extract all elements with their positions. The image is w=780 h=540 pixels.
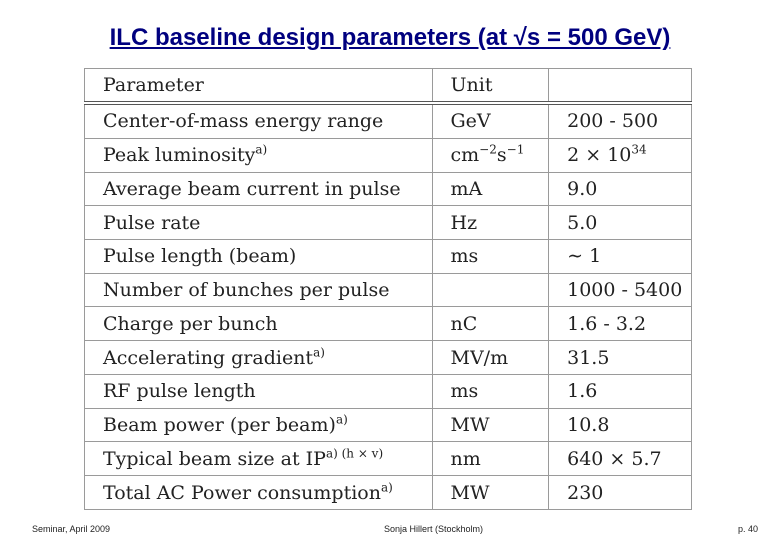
parameter-cell (85, 273, 433, 307)
parameter-name: Peak luminosity (103, 144, 256, 167)
table-row (85, 138, 692, 172)
table-row (85, 103, 692, 138)
parameter-cell (85, 240, 433, 274)
parameter-name: RF pulse length (103, 380, 256, 403)
parameter-cell (85, 172, 433, 206)
unit-exponent: −2 (479, 142, 497, 157)
value-cell (549, 408, 692, 442)
value-cell (549, 206, 692, 240)
parameter-name: Accelerating gradient (103, 346, 314, 369)
header-parameter: Parameter (85, 69, 433, 104)
value-text: 1.6 - 3.2 (567, 312, 647, 335)
value-cell (549, 103, 692, 138)
table-body (85, 103, 692, 510)
value-text: 31.5 (567, 346, 610, 369)
unit-cell (432, 240, 549, 274)
value-text: ∼ 1 (567, 245, 602, 268)
value-text: 9.0 (567, 177, 598, 200)
value-cell (549, 341, 692, 375)
parameters-table-container (84, 68, 692, 510)
parameter-name: Typical beam size at IP (103, 447, 326, 470)
unit-text: ms (450, 380, 479, 403)
table-row (85, 307, 692, 341)
unit-cell (432, 374, 549, 408)
unit-text: MV/m (450, 346, 509, 369)
value-cell (549, 240, 692, 274)
value-text: 230 (567, 481, 604, 504)
parameter-cell (85, 374, 433, 408)
unit-text: Hz (450, 211, 478, 234)
parameter-footnote: a) (335, 412, 348, 427)
value-cell (549, 172, 692, 206)
table-row (85, 341, 692, 375)
parameter-name: Charge per bunch (103, 312, 278, 335)
parameter-cell (85, 206, 433, 240)
parameter-cell (85, 408, 433, 442)
parameter-footnote: a) (h × v) (325, 446, 384, 461)
footer-author: Sonja Hillert (Stockholm) (384, 524, 484, 534)
parameter-name: Beam power (per beam) (103, 414, 336, 437)
value-text: 640 × 5.7 (567, 447, 662, 470)
table-row (85, 240, 692, 274)
unit-cell (432, 476, 549, 510)
table-row (85, 442, 692, 476)
value-cell (549, 273, 692, 307)
parameter-name: Number of bunches per pulse (103, 279, 390, 302)
unit-cell (432, 273, 549, 307)
unit-text: ms (450, 245, 479, 268)
table-row (85, 273, 692, 307)
table-row (85, 172, 692, 206)
unit-text: mA (450, 177, 483, 200)
parameter-name: Center-of-mass energy range (103, 110, 384, 133)
parameter-cell (85, 341, 433, 375)
parameter-name: Average beam current in pulse (103, 177, 401, 200)
unit-cell (432, 172, 549, 206)
header-unit: Unit (432, 69, 549, 104)
value-exponent: 34 (631, 142, 647, 157)
value-text: 1.6 (567, 380, 598, 403)
parameter-cell (85, 476, 433, 510)
unit-exponent-2: −1 (506, 142, 525, 157)
value-cell (549, 138, 692, 172)
unit-cell (432, 408, 549, 442)
value-cell (549, 476, 692, 510)
value-text: 200 - 500 (567, 110, 659, 133)
value-cell (549, 374, 692, 408)
parameter-cell (85, 138, 433, 172)
slide-title: ILC baseline design parameters (at √s = 500 GeV) (109, 24, 671, 51)
parameters-table (84, 68, 692, 510)
parameter-cell (85, 307, 433, 341)
value-cell (549, 442, 692, 476)
table-row (85, 374, 692, 408)
parameter-name: Pulse rate (103, 211, 201, 234)
table-header-row (85, 69, 692, 104)
table-row (85, 476, 692, 510)
unit-text: cm (450, 144, 480, 167)
unit-cell (432, 138, 549, 172)
unit-text: nm (450, 447, 481, 470)
unit-text: MW (450, 414, 490, 437)
footer-page-number: p. 40 (738, 524, 759, 534)
parameter-footnote: a) (255, 142, 268, 157)
table-row (85, 206, 692, 240)
footer-date: Seminar, April 2009 (32, 524, 111, 534)
unit-text: nC (450, 312, 478, 335)
table-row (85, 408, 692, 442)
unit-text-2: s (496, 144, 507, 167)
unit-text: MW (450, 481, 490, 504)
unit-cell (432, 307, 549, 341)
unit-cell (432, 341, 549, 375)
header-value (549, 69, 692, 104)
value-cell (549, 307, 692, 341)
unit-cell (432, 442, 549, 476)
value-text: 1000 - 5400 (567, 279, 683, 302)
parameter-cell (85, 103, 433, 138)
parameter-footnote: a) (380, 480, 393, 495)
value-text: 2 × 10 (567, 144, 632, 167)
unit-cell (432, 206, 549, 240)
parameter-name: Total AC Power consumption (103, 481, 381, 504)
unit-text: GeV (450, 110, 491, 133)
parameter-name: Pulse length (beam) (103, 245, 297, 268)
value-text: 5.0 (567, 211, 598, 234)
parameter-cell (85, 442, 433, 476)
value-text: 10.8 (567, 414, 610, 437)
parameter-footnote: a) (313, 345, 325, 360)
unit-cell (432, 103, 549, 138)
